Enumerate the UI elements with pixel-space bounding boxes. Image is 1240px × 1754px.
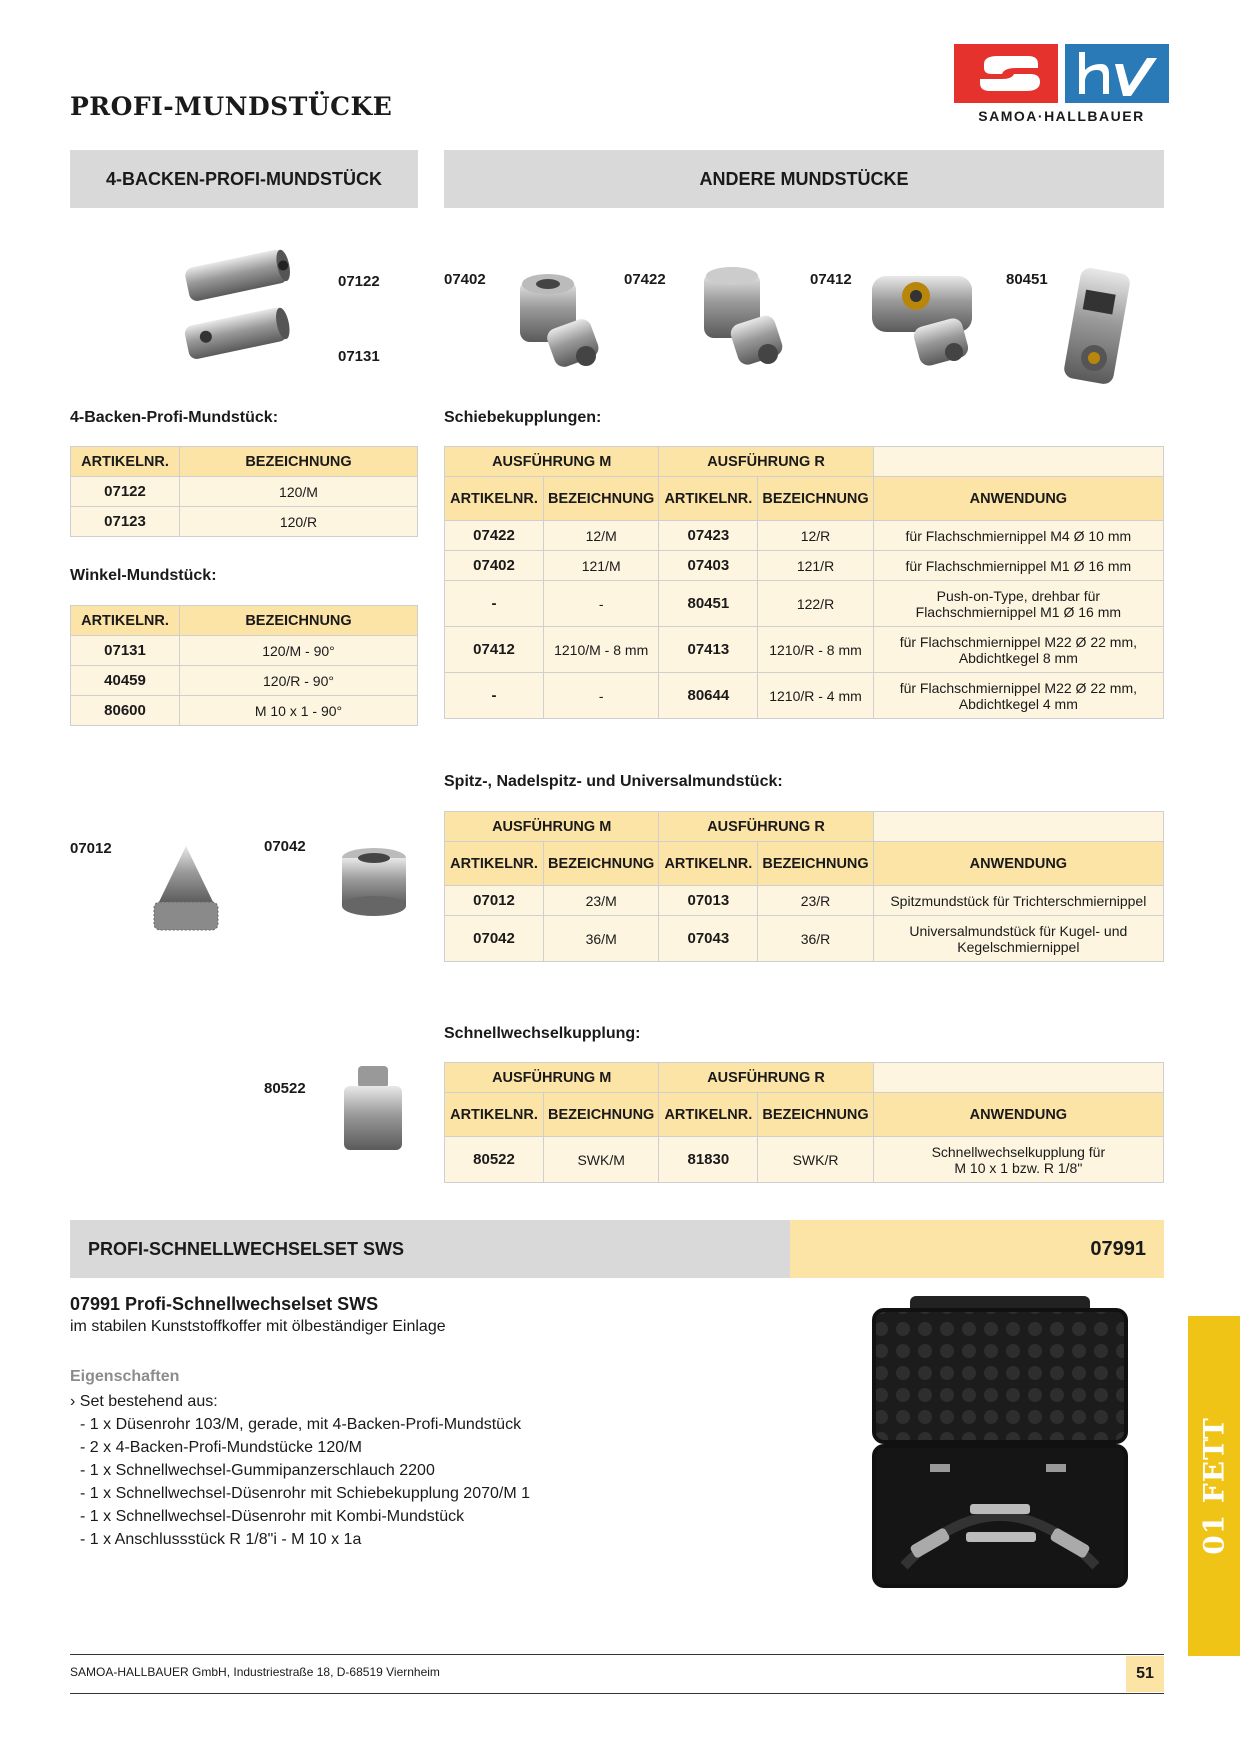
col-header: ANWENDUNG [873,1093,1163,1137]
cell: 07012 [445,886,544,916]
cell: 07422 [445,521,544,551]
cell-line: Schnellwechselkupplung für [931,1143,1106,1160]
schnell-heading: Schnellwechselkupplung: [444,1025,641,1042]
cell-line: Universalmundstück für Kugel- und [909,922,1128,939]
col-header: BEZEICHNUNG [544,1093,659,1137]
cell: SWK/M [544,1137,659,1183]
table-row [71,507,418,537]
sws-section-header: PROFI-SCHNELLWECHSELSET SWS [70,1220,790,1278]
group-header: AUSFÜHRUNG M [445,1063,659,1093]
sws-props-heading: Eigenschaften [70,1368,180,1385]
cell: 07131 [71,636,180,666]
code-label: 07422 [624,271,666,288]
cell-line: Kegelschmiernippel [957,938,1080,955]
col-header: ARTIKELNR. [659,842,758,886]
logo-text: SAMOA·HALLBAUER [978,108,1145,124]
section-header-andere: ANDERE MUNDSTÜCKE [444,150,1164,208]
code-label: 07012 [70,840,112,857]
schiebe-table [444,446,1164,719]
col-header: ARTIKELNR. [445,1093,544,1137]
code-label: 80522 [264,1080,306,1097]
table-row [71,636,418,666]
section-header-4-backen: 4-BACKEN-PROFI-MUNDSTÜCK [70,150,418,208]
table-row [445,886,1164,916]
cell: 1210/R - 8 mm [758,627,873,673]
table-row [445,916,1164,962]
chapter-tab [1188,1316,1240,1656]
cell-line: für Flachschmiernippel M4 Ø 10 mm [905,527,1132,544]
group-header: AUSFÜHRUNG M [445,812,659,842]
footer-address: SAMOA-HALLBAUER GmbH, Industriestraße 18, D-68519 Viernheim [70,1665,440,1679]
cell: 80451 [659,581,758,627]
cell: 80600 [71,696,180,726]
cell: 40459 [71,666,180,696]
product-image-sws-case [870,1296,1130,1590]
cell: 36/R [758,916,873,962]
spitz-heading: Spitz-, Nadelspitz- und Universalmundstück: [444,773,783,790]
cell: 07413 [659,627,758,673]
page-number: 51 [1126,1656,1164,1692]
table-row [445,521,1164,551]
cell: 120/M [180,477,418,507]
cell [873,581,1163,627]
cell: 07013 [659,886,758,916]
list-item: - 1 x Schnellwechsel-Düsenrohr mit Schiebekupplung 2070/M 1 [80,1485,531,1502]
cell: 12/M [544,521,659,551]
page-title: PROFI-MUNDSTÜCKE [70,92,393,121]
cell: - [445,673,544,719]
footer-divider-top [70,1654,1164,1655]
schiebe-heading: Schiebekupplungen: [444,409,602,426]
col-header: ARTIKELNR. [445,842,544,886]
cell: 07412 [445,627,544,673]
group-header: AUSFÜHRUNG R [659,812,873,842]
cell [873,673,1163,719]
cell: 120/M - 90° [180,636,418,666]
cell: 80644 [659,673,758,719]
code-label: 07131 [338,348,380,365]
col-header: BEZEICHNUNG [180,606,418,636]
product-image-07402 [510,268,610,378]
cell [873,551,1163,581]
cell: 07403 [659,551,758,581]
cell [873,916,1163,962]
list-intro: › Set bestehend aus: [70,1393,218,1410]
col-header: ANWENDUNG [873,842,1163,886]
col-header: BEZEICHNUNG [180,447,418,477]
list-item: - 1 x Düsenrohr 103/M, gerade, mit 4-Backen-Profi-Mundstück [80,1416,522,1433]
product-image-80522 [338,1062,408,1154]
table-row [71,477,418,507]
hv-logo-icon [1065,44,1169,103]
cell [873,627,1163,673]
cell: 07402 [445,551,544,581]
cell: SWK/R [758,1137,873,1183]
winkel-table [70,605,418,726]
group-header: AUSFÜHRUNG R [659,1063,873,1093]
samoa-logo-icon [954,44,1058,103]
group-header-blank [873,812,1163,842]
product-image-80451 [1060,262,1140,390]
table-row [71,666,418,696]
code-label: 80451 [1006,271,1048,288]
chapter-tab-label: 01 FETT [1197,1417,1231,1555]
table-row [445,581,1164,627]
col-header: ARTIKELNR. [659,1093,758,1137]
table-row [445,551,1164,581]
col-header: ARTIKELNR. [659,477,758,521]
cell: 81830 [659,1137,758,1183]
brand-logo [954,44,1169,126]
cell: - [445,581,544,627]
cell-line: Spitzmundstück für Trichterschmiernippel [890,892,1147,909]
cell: - [544,581,659,627]
group-header-blank [873,1063,1163,1093]
cell: 07043 [659,916,758,962]
cell: 122/R [758,581,873,627]
cell: 80522 [445,1137,544,1183]
col-header: BEZEICHNUNG [544,842,659,886]
group-header-blank [873,447,1163,477]
col-header: ANWENDUNG [873,477,1163,521]
cell: 1210/M - 8 mm [544,627,659,673]
list-item: - 2 x 4-Backen-Profi-Mundstücke 120/M [80,1439,362,1456]
cell: 07423 [659,521,758,551]
cell [873,521,1163,551]
list-item: - 1 x Schnellwechsel-Düsenrohr mit Kombi-Mundstück [80,1508,465,1525]
cell: 120/R - 90° [180,666,418,696]
list-item: - 1 x Schnellwechsel-Gummipanzerschlauch 2200 [80,1462,435,1479]
group-header: AUSFÜHRUNG M [445,447,659,477]
col-header: ARTIKELNR. [71,606,180,636]
col-header: ARTIKELNR. [71,447,180,477]
table-row [71,696,418,726]
table-row [445,627,1164,673]
cell: 121/R [758,551,873,581]
table-row [445,1137,1164,1183]
product-image-07412 [866,266,986,376]
sws-section-code: 07991 [790,1220,1164,1278]
cell: - [544,673,659,719]
product-image-07422 [694,262,794,376]
cell [873,1137,1163,1183]
code-label: 07042 [264,838,306,855]
code-label: 07412 [810,271,852,288]
cell-line: Flachschmiernippel M1 Ø 16 mm [915,603,1122,620]
cell: 12/R [758,521,873,551]
product-image-07122-07131 [178,244,298,360]
backen-table [70,446,418,537]
spitz-table [444,811,1164,962]
code-label: 07122 [338,273,380,290]
cell: 07123 [71,507,180,537]
winkel-heading: Winkel-Mundstück: [70,567,217,584]
cell: 121/M [544,551,659,581]
code-label: 07402 [444,271,486,288]
cell-line: für Flachschmiernippel M22 Ø 22 mm, [899,679,1137,696]
sws-props-list [70,1390,770,1551]
cell: 07042 [445,916,544,962]
group-header: AUSFÜHRUNG R [659,447,873,477]
col-header: BEZEICHNUNG [544,477,659,521]
sws-subtitle: im stabilen Kunststoffkoffer mit ölbeständiger Einlage [70,1318,446,1335]
cell: 120/R [180,507,418,537]
cell-line: Push-on-Type, drehbar für [936,587,1101,604]
cell: 23/M [544,886,659,916]
cell: 36/M [544,916,659,962]
product-image-07012 [146,838,226,938]
cell-line: für Flachschmiernippel M1 Ø 16 mm [905,557,1132,574]
cell-line: für Flachschmiernippel M22 Ø 22 mm, [899,633,1137,650]
cell [873,886,1163,916]
col-header: BEZEICHNUNG [758,477,873,521]
col-header: BEZEICHNUNG [758,842,873,886]
schnell-table [444,1062,1164,1183]
cell-line: M 10 x 1 bzw. R 1/8" [954,1159,1083,1176]
cell: 07122 [71,477,180,507]
table-row [445,673,1164,719]
list-item: - 1 x Anschlussstück R 1/8"i - M 10 x 1a [80,1531,362,1548]
cell-line: Abdichtkegel 8 mm [958,649,1078,666]
backen-heading: 4-Backen-Profi-Mundstück: [70,409,279,426]
cell: 23/R [758,886,873,916]
cell: M 10 x 1 - 90° [180,696,418,726]
sws-title: 07991 Profi-Schnellwechselset SWS [70,1294,379,1314]
cell-line: Abdichtkegel 4 mm [958,695,1078,712]
col-header: ARTIKELNR. [445,477,544,521]
footer-divider-bottom [70,1693,1164,1694]
col-header: BEZEICHNUNG [758,1093,873,1137]
product-image-07042 [336,844,412,918]
cell: 1210/R - 4 mm [758,673,873,719]
